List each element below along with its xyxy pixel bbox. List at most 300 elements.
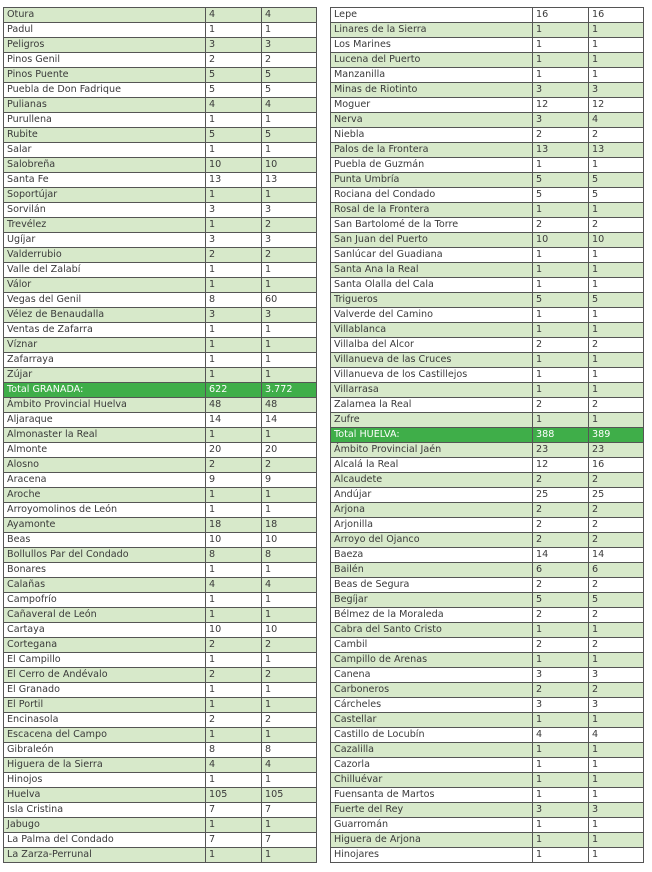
count-a-cell: 3 xyxy=(206,233,262,248)
municipality-cell: Santa Olalla del Cala xyxy=(331,278,533,293)
municipality-cell: Alcaudete xyxy=(331,473,533,488)
count-b-cell: 1 xyxy=(589,248,644,263)
count-b-cell: 4 xyxy=(262,98,317,113)
count-b-cell: 1 xyxy=(262,143,317,158)
count-b-cell: 2 xyxy=(262,53,317,68)
count-b-cell: 1 xyxy=(262,563,317,578)
table-row xyxy=(331,818,644,833)
count-b-cell: 1 xyxy=(262,683,317,698)
count-b-cell: 1 xyxy=(262,818,317,833)
table-row xyxy=(331,338,644,353)
count-b-cell: 48 xyxy=(262,398,317,413)
table-row xyxy=(4,533,317,548)
municipality-cell: Total HUELVA: xyxy=(331,428,533,443)
count-b-cell: 2 xyxy=(262,713,317,728)
municipality-cell: Cárcheles xyxy=(331,698,533,713)
municipality-cell: Hinojos xyxy=(4,773,206,788)
table-row xyxy=(331,353,644,368)
table-row xyxy=(4,128,317,143)
count-b-cell: 1 xyxy=(262,593,317,608)
table-row xyxy=(331,368,644,383)
left-table-body xyxy=(4,8,317,863)
count-b-cell: 13 xyxy=(589,143,644,158)
table-row xyxy=(331,458,644,473)
count-b-cell: 1 xyxy=(589,203,644,218)
municipality-cell: Valverde del Camino xyxy=(331,308,533,323)
count-a-cell: 1 xyxy=(206,218,262,233)
count-a-cell: 9 xyxy=(206,473,262,488)
table-row xyxy=(331,788,644,803)
count-b-cell: 2 xyxy=(589,578,644,593)
municipality-cell: Escacena del Campo xyxy=(4,728,206,743)
municipality-cell: Fuensanta de Martos xyxy=(331,788,533,803)
count-b-cell: 2 xyxy=(262,638,317,653)
count-b-cell: 1 xyxy=(589,323,644,338)
municipality-cell: Villanueva de los Castillejos xyxy=(331,368,533,383)
count-a-cell: 1 xyxy=(206,728,262,743)
municipality-cell: Alcalá la Real xyxy=(331,458,533,473)
municipality-cell: Cañaveral de León xyxy=(4,608,206,623)
count-a-cell: 2 xyxy=(533,518,589,533)
count-a-cell: 622 xyxy=(206,383,262,398)
count-a-cell: 20 xyxy=(206,443,262,458)
municipality-cell: Otura xyxy=(4,8,206,23)
table-row xyxy=(331,398,644,413)
table-row xyxy=(331,263,644,278)
count-b-cell: 1 xyxy=(589,743,644,758)
count-a-cell: 2 xyxy=(533,608,589,623)
municipality-cell: Castillo de Locubín xyxy=(331,728,533,743)
count-b-cell: 1 xyxy=(589,278,644,293)
count-a-cell: 10 xyxy=(206,158,262,173)
count-a-cell: 1 xyxy=(533,383,589,398)
count-a-cell: 1 xyxy=(533,623,589,638)
count-b-cell: 3 xyxy=(262,308,317,323)
count-b-cell: 14 xyxy=(262,413,317,428)
count-b-cell: 7 xyxy=(262,833,317,848)
count-b-cell: 9 xyxy=(262,473,317,488)
count-a-cell: 1 xyxy=(206,368,262,383)
count-b-cell: 3 xyxy=(262,38,317,53)
count-a-cell: 1 xyxy=(533,413,589,428)
count-b-cell: 4 xyxy=(589,113,644,128)
municipality-cell: Total GRANADA: xyxy=(4,383,206,398)
count-a-cell: 25 xyxy=(533,488,589,503)
right-table-body xyxy=(331,8,644,863)
count-a-cell: 6 xyxy=(533,563,589,578)
municipality-cell: Aracena xyxy=(4,473,206,488)
count-b-cell: 20 xyxy=(262,443,317,458)
count-a-cell: 3 xyxy=(206,308,262,323)
count-a-cell: 1 xyxy=(206,698,262,713)
table-row xyxy=(4,113,317,128)
count-b-cell: 5 xyxy=(262,68,317,83)
count-b-cell: 1 xyxy=(589,53,644,68)
count-b-cell: 3.772 xyxy=(262,383,317,398)
count-b-cell: 2 xyxy=(262,668,317,683)
table-row xyxy=(4,218,317,233)
count-b-cell: 1 xyxy=(262,728,317,743)
count-b-cell: 16 xyxy=(589,8,644,23)
count-a-cell: 13 xyxy=(533,143,589,158)
table-row xyxy=(4,293,317,308)
count-b-cell: 10 xyxy=(262,623,317,638)
table-row xyxy=(331,728,644,743)
table-row xyxy=(4,368,317,383)
municipality-cell: Santa Ana la Real xyxy=(331,263,533,278)
count-b-cell: 1 xyxy=(589,308,644,323)
count-b-cell: 7 xyxy=(262,803,317,818)
table-row xyxy=(4,143,317,158)
municipality-cell: San Bartolomé de la Torre xyxy=(331,218,533,233)
municipality-cell: Palos de la Frontera xyxy=(331,143,533,158)
count-b-cell: 4 xyxy=(262,8,317,23)
count-b-cell: 1 xyxy=(589,353,644,368)
table-row xyxy=(331,188,644,203)
count-b-cell: 1 xyxy=(589,368,644,383)
table-row xyxy=(331,623,644,638)
table-row xyxy=(4,428,317,443)
table-row xyxy=(4,8,317,23)
municipality-cell: Huelva xyxy=(4,788,206,803)
count-b-cell: 1 xyxy=(589,788,644,803)
count-b-cell: 10 xyxy=(589,233,644,248)
count-a-cell: 10 xyxy=(206,623,262,638)
count-b-cell: 60 xyxy=(262,293,317,308)
municipality-cell: Sorvilán xyxy=(4,203,206,218)
table-row xyxy=(4,548,317,563)
count-b-cell: 1 xyxy=(262,323,317,338)
table-row xyxy=(331,83,644,98)
count-a-cell: 2 xyxy=(533,578,589,593)
table-row xyxy=(331,848,644,863)
municipality-cell: La Zarza-Perrunal xyxy=(4,848,206,863)
municipality-cell: Hinojares xyxy=(331,848,533,863)
count-a-cell: 2 xyxy=(533,128,589,143)
table-row xyxy=(331,773,644,788)
municipality-cell: Bonares xyxy=(4,563,206,578)
count-b-cell: 25 xyxy=(589,488,644,503)
count-b-cell: 1 xyxy=(262,608,317,623)
count-b-cell: 1 xyxy=(262,368,317,383)
municipality-cell: Minas de Riotinto xyxy=(331,83,533,98)
table-row xyxy=(4,593,317,608)
municipality-cell: Pinos Puente xyxy=(4,68,206,83)
count-b-cell: 16 xyxy=(589,458,644,473)
count-b-cell: 1 xyxy=(262,653,317,668)
count-b-cell: 14 xyxy=(589,548,644,563)
table-row xyxy=(4,443,317,458)
municipality-cell: Ámbito Provincial Huelva xyxy=(4,398,206,413)
count-b-cell: 1 xyxy=(589,773,644,788)
municipality-cell: Puebla de Guzmán xyxy=(331,158,533,173)
table-row xyxy=(331,683,644,698)
table-row xyxy=(4,578,317,593)
count-b-cell: 1 xyxy=(589,713,644,728)
count-a-cell: 7 xyxy=(206,803,262,818)
municipality-cell: Encinasola xyxy=(4,713,206,728)
count-b-cell: 1 xyxy=(262,113,317,128)
municipality-cell: Campofrío xyxy=(4,593,206,608)
municipality-cell: Ugíjar xyxy=(4,233,206,248)
table-row xyxy=(4,323,317,338)
municipality-cell: Fuerte del Rey xyxy=(331,803,533,818)
count-b-cell: 12 xyxy=(589,98,644,113)
count-a-cell: 1 xyxy=(533,773,589,788)
count-a-cell: 105 xyxy=(206,788,262,803)
table-row xyxy=(4,848,317,863)
municipality-cell: Nerva xyxy=(331,113,533,128)
count-b-cell: 13 xyxy=(262,173,317,188)
count-a-cell: 1 xyxy=(206,848,262,863)
table-row xyxy=(331,248,644,263)
count-a-cell: 2 xyxy=(206,668,262,683)
table-row xyxy=(4,98,317,113)
municipality-cell: Zafarraya xyxy=(4,353,206,368)
count-a-cell: 2 xyxy=(533,683,589,698)
count-b-cell: 1 xyxy=(262,278,317,293)
table-row xyxy=(331,113,644,128)
table-row xyxy=(4,398,317,413)
table-row xyxy=(331,68,644,83)
count-b-cell: 2 xyxy=(262,218,317,233)
table-row xyxy=(4,308,317,323)
table-row xyxy=(331,53,644,68)
count-a-cell: 5 xyxy=(533,293,589,308)
table-row xyxy=(4,233,317,248)
municipality-cell: Santa Fe xyxy=(4,173,206,188)
table-row xyxy=(4,788,317,803)
table-row xyxy=(4,653,317,668)
count-b-cell: 1 xyxy=(589,848,644,863)
municipality-cell: Ventas de Zafarra xyxy=(4,323,206,338)
municipality-cell: Trevélez xyxy=(4,218,206,233)
count-b-cell: 1 xyxy=(589,383,644,398)
table-row xyxy=(4,683,317,698)
count-a-cell: 1 xyxy=(206,188,262,203)
municipality-cell: Los Marines xyxy=(331,38,533,53)
count-b-cell: 23 xyxy=(589,443,644,458)
table-row xyxy=(4,353,317,368)
municipality-cell: Cazorla xyxy=(331,758,533,773)
count-a-cell: 1 xyxy=(533,788,589,803)
count-b-cell: 1 xyxy=(589,23,644,38)
count-a-cell: 8 xyxy=(206,743,262,758)
table-row xyxy=(331,638,644,653)
table-row xyxy=(4,413,317,428)
municipality-cell: Higuera de la Sierra xyxy=(4,758,206,773)
count-a-cell: 8 xyxy=(206,548,262,563)
count-a-cell: 1 xyxy=(533,653,589,668)
count-b-cell: 5 xyxy=(589,593,644,608)
table-row xyxy=(331,173,644,188)
table-row xyxy=(331,278,644,293)
municipality-cell: Salar xyxy=(4,143,206,158)
municipality-cell: Almonaster la Real xyxy=(4,428,206,443)
count-a-cell: 1 xyxy=(533,758,589,773)
municipality-cell: Rubite xyxy=(4,128,206,143)
count-b-cell: 10 xyxy=(262,533,317,548)
table-row xyxy=(331,38,644,53)
table-row xyxy=(331,473,644,488)
count-a-cell: 2 xyxy=(533,218,589,233)
table-row xyxy=(4,473,317,488)
municipality-cell: Castellar xyxy=(331,713,533,728)
municipality-cell: Villanueva de las Cruces xyxy=(331,353,533,368)
count-a-cell: 3 xyxy=(533,698,589,713)
table-row xyxy=(4,623,317,638)
count-a-cell: 2 xyxy=(206,713,262,728)
municipality-cell: Baeza xyxy=(331,548,533,563)
count-b-cell: 1 xyxy=(589,68,644,83)
count-a-cell: 1 xyxy=(206,563,262,578)
count-a-cell: 1 xyxy=(533,278,589,293)
count-b-cell: 2 xyxy=(589,338,644,353)
count-b-cell: 1 xyxy=(589,758,644,773)
count-a-cell: 388 xyxy=(533,428,589,443)
municipality-cell: Campillo de Arenas xyxy=(331,653,533,668)
table-row xyxy=(331,98,644,113)
table-row xyxy=(331,413,644,428)
count-a-cell: 1 xyxy=(533,263,589,278)
table-row xyxy=(331,518,644,533)
municipality-cell: Villalba del Alcor xyxy=(331,338,533,353)
table-row xyxy=(4,728,317,743)
municipality-cell: Cabra del Santo Cristo xyxy=(331,623,533,638)
table-row xyxy=(4,518,317,533)
municipality-cell: Pulianas xyxy=(4,98,206,113)
count-a-cell: 2 xyxy=(533,638,589,653)
table-row xyxy=(4,488,317,503)
count-b-cell: 2 xyxy=(589,218,644,233)
count-a-cell: 2 xyxy=(206,638,262,653)
count-a-cell: 5 xyxy=(206,128,262,143)
count-a-cell: 13 xyxy=(206,173,262,188)
count-b-cell: 105 xyxy=(262,788,317,803)
municipality-cell: Cortegana xyxy=(4,638,206,653)
table-row xyxy=(4,743,317,758)
count-a-cell: 10 xyxy=(533,233,589,248)
count-b-cell: 2 xyxy=(589,608,644,623)
municipality-cell: Alosno xyxy=(4,458,206,473)
municipality-cell: El Portil xyxy=(4,698,206,713)
count-b-cell: 3 xyxy=(262,203,317,218)
count-b-cell: 4 xyxy=(589,728,644,743)
count-b-cell: 1 xyxy=(262,488,317,503)
municipality-cell: Arjona xyxy=(331,503,533,518)
count-a-cell: 1 xyxy=(206,683,262,698)
municipality-cell: Beas de Segura xyxy=(331,578,533,593)
table-row xyxy=(4,188,317,203)
count-a-cell: 1 xyxy=(533,353,589,368)
count-b-cell: 1 xyxy=(589,263,644,278)
municipality-cell: Begíjar xyxy=(331,593,533,608)
count-a-cell: 1 xyxy=(533,848,589,863)
count-a-cell: 1 xyxy=(533,818,589,833)
municipality-cell: Válor xyxy=(4,278,206,293)
count-a-cell: 1 xyxy=(206,323,262,338)
municipality-cell: Andújar xyxy=(331,488,533,503)
table-row xyxy=(4,68,317,83)
table-row xyxy=(4,503,317,518)
count-b-cell: 389 xyxy=(589,428,644,443)
municipality-cell: Ámbito Provincial Jaén xyxy=(331,443,533,458)
table-row xyxy=(4,608,317,623)
table-row xyxy=(331,383,644,398)
count-b-cell: 1 xyxy=(262,428,317,443)
count-b-cell: 3 xyxy=(589,698,644,713)
municipality-cell: Moguer xyxy=(331,98,533,113)
count-a-cell: 1 xyxy=(206,818,262,833)
count-a-cell: 1 xyxy=(206,593,262,608)
municipality-cell: El Granado xyxy=(4,683,206,698)
table-row xyxy=(331,653,644,668)
municipality-cell: Isla Cristina xyxy=(4,803,206,818)
count-a-cell: 1 xyxy=(206,773,262,788)
total-row xyxy=(4,383,317,398)
count-a-cell: 4 xyxy=(206,98,262,113)
municipality-cell: Beas xyxy=(4,533,206,548)
table-row xyxy=(4,668,317,683)
count-a-cell: 5 xyxy=(533,593,589,608)
municipality-cell: Salobreña xyxy=(4,158,206,173)
table-row xyxy=(4,713,317,728)
table-row xyxy=(4,38,317,53)
count-a-cell: 1 xyxy=(206,353,262,368)
municipality-cell: Soportújar xyxy=(4,188,206,203)
count-b-cell: 2 xyxy=(589,398,644,413)
table-row xyxy=(331,533,644,548)
table-row xyxy=(4,833,317,848)
table-row xyxy=(331,548,644,563)
municipality-cell: Linares de la Sierra xyxy=(331,23,533,38)
count-a-cell: 3 xyxy=(533,803,589,818)
municipality-cell: Guarromán xyxy=(331,818,533,833)
table-row xyxy=(4,458,317,473)
table-row xyxy=(331,713,644,728)
municipality-cell: Padul xyxy=(4,23,206,38)
table-row xyxy=(331,323,644,338)
count-b-cell: 5 xyxy=(262,83,317,98)
count-b-cell: 10 xyxy=(262,158,317,173)
count-a-cell: 14 xyxy=(533,548,589,563)
count-a-cell: 1 xyxy=(206,503,262,518)
count-a-cell: 18 xyxy=(206,518,262,533)
municipality-cell: Rociana del Condado xyxy=(331,188,533,203)
count-a-cell: 1 xyxy=(533,68,589,83)
table-row xyxy=(331,308,644,323)
count-a-cell: 1 xyxy=(533,713,589,728)
table-row xyxy=(4,563,317,578)
count-a-cell: 2 xyxy=(206,53,262,68)
count-a-cell: 5 xyxy=(533,188,589,203)
count-a-cell: 2 xyxy=(533,398,589,413)
municipality-cell: Cambil xyxy=(331,638,533,653)
municipality-cell: Puebla de Don Fadrique xyxy=(4,83,206,98)
municipality-cell: Bélmez de la Moraleda xyxy=(331,608,533,623)
count-b-cell: 1 xyxy=(262,188,317,203)
count-b-cell: 4 xyxy=(262,758,317,773)
table-row xyxy=(331,743,644,758)
count-a-cell: 3 xyxy=(533,668,589,683)
municipality-cell: Villarrasa xyxy=(331,383,533,398)
municipality-cell: Almonte xyxy=(4,443,206,458)
count-a-cell: 14 xyxy=(206,413,262,428)
count-a-cell: 1 xyxy=(206,608,262,623)
municipality-cell: Sanlúcar del Guadiana xyxy=(331,248,533,263)
count-a-cell: 1 xyxy=(533,158,589,173)
municipality-cell: Zufre xyxy=(331,413,533,428)
